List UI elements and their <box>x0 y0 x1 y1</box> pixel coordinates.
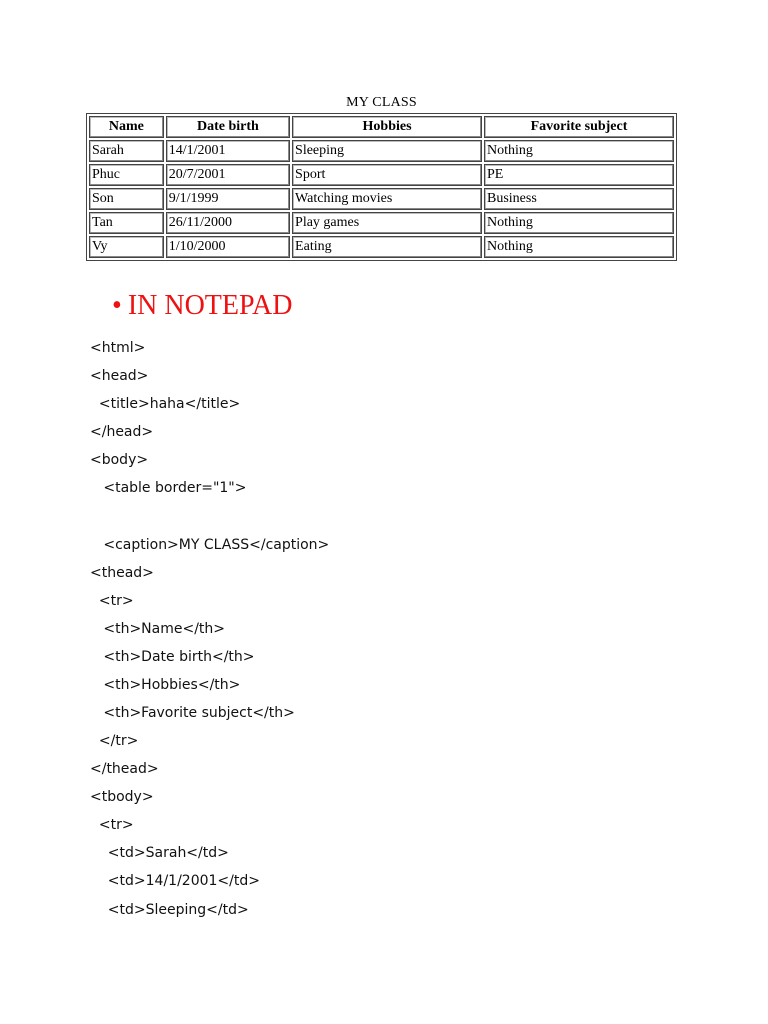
code-line: </thead> <box>90 761 159 778</box>
code-line: <title>haha</title> <box>90 396 241 413</box>
cell-hobbies: Watching movies <box>292 188 482 210</box>
code-line: <tr> <box>90 817 134 834</box>
cell-name: Phuc <box>89 164 164 186</box>
table-caption: MY CLASS <box>346 95 417 110</box>
code-line-blank <box>90 502 329 530</box>
section-title: IN NOTEPAD <box>127 290 293 321</box>
table-header-row <box>89 116 674 138</box>
cell-date-birth: 20/7/2001 <box>166 164 290 186</box>
header-date-birth: Date birth <box>166 116 290 138</box>
cell-name: Sarah <box>89 140 164 162</box>
cell-hobbies: Sleeping <box>292 140 482 162</box>
code-line: <body> <box>90 452 149 469</box>
cell-hobbies: Play games <box>292 212 482 234</box>
code-line: <th>Date birth</th> <box>90 648 255 665</box>
code-line: <th>Name</th> <box>90 620 226 637</box>
cell-name: Son <box>89 188 164 210</box>
cell-favorite-subject: Nothing <box>484 236 674 258</box>
cell-favorite-subject: PE <box>484 164 674 186</box>
cell-favorite-subject: Business <box>484 188 674 210</box>
header-favorite-subject: Favorite subject <box>484 116 674 138</box>
code-line: <th>Hobbies</th> <box>90 676 241 693</box>
cell-hobbies: Sport <box>292 164 482 186</box>
code-line: <thead> <box>90 564 154 581</box>
cell-date-birth: 14/1/2001 <box>166 140 290 162</box>
class-table <box>86 113 677 261</box>
bullet-icon: • <box>112 290 122 321</box>
table-row <box>89 164 674 186</box>
code-line: <caption>MY CLASS</caption> <box>90 536 330 553</box>
section-heading <box>112 288 292 324</box>
code-line: <td>Sarah</td> <box>90 845 229 862</box>
cell-favorite-subject: Nothing <box>484 140 674 162</box>
cell-date-birth: 26/11/2000 <box>166 212 290 234</box>
cell-name: Tan <box>89 212 164 234</box>
header-hobbies: Hobbies <box>292 116 482 138</box>
cell-date-birth: 1/10/2000 <box>166 236 290 258</box>
code-line: </tr> <box>90 733 139 750</box>
code-line: <tbody> <box>90 789 154 806</box>
code-line: <tr> <box>90 592 134 609</box>
cell-date-birth: 9/1/1999 <box>166 188 290 210</box>
code-line: <table border="1"> <box>90 480 247 497</box>
table-row <box>89 236 674 258</box>
code-line: <th>Favorite subject</th> <box>90 705 295 722</box>
cell-favorite-subject: Nothing <box>484 212 674 234</box>
code-line: <td>14/1/2001</td> <box>90 873 260 890</box>
cell-hobbies: Eating <box>292 236 482 258</box>
code-line: <head> <box>90 368 149 385</box>
table-row <box>89 140 674 162</box>
table-row <box>89 212 674 234</box>
table-row <box>89 188 674 210</box>
code-line: <html> <box>90 340 146 356</box>
code-listing <box>90 334 329 924</box>
code-line: <td>Sleeping</td> <box>90 901 249 918</box>
header-name: Name <box>89 116 164 138</box>
code-line: </head> <box>90 424 154 441</box>
cell-name: Vy <box>89 236 164 258</box>
